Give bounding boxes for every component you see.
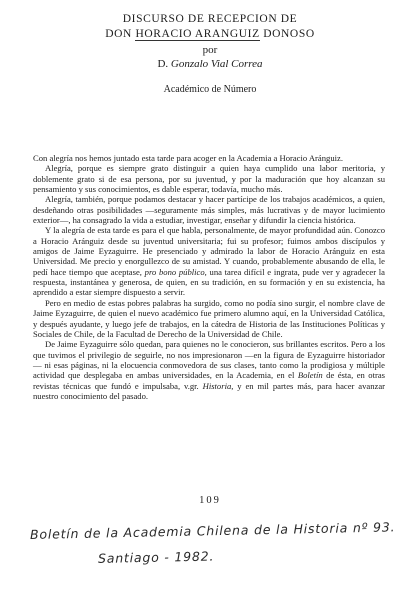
paragraph: Alegría, porque es siempre grato distinguir a quien haya cumplido una labor meritoria, y doblemente grato si de esa persona, por su juventud, y por la maduración que hoy alcanzan su pensamiento y sus conocimientos, es dable esperar, todavía, mucho más. (33, 163, 385, 195)
author-prefix: D. (157, 58, 171, 70)
title-suffix: DONOSO (259, 28, 315, 40)
handwritten-citation-line-1: Boletín de la Academia Chilena de la Historia nº 93. (29, 519, 396, 542)
journal-title: Historia (202, 380, 232, 391)
text-run: Y la alegría de esta tarde es para el que habla, personalmente, de mayor profundidad aún. Conozco a Horacio Aránguiz desde su juventud universitaria; fui su profesor; fuimos ambos discípulos y amigos de Jaime Eyzaguirre. He presenciado y admirado la labor de Horacio Aránguiz en esta Universidad. Me precio y enorgullezco de su amistad. Y cuando, probablemente abusando de ella, le pedí hace tiempo que aceptase, (33, 225, 385, 277)
paragraph (33, 225, 385, 297)
title-line-2 (0, 27, 420, 41)
honoree-name: HORACIO ARANGUIZ (135, 28, 260, 40)
by-word: por (202, 44, 218, 56)
latin-phrase: pro bono público (144, 266, 205, 277)
speech-body (33, 153, 385, 401)
author-name: Gonzalo Vial Correa (170, 58, 263, 70)
paragraph: Pero en medio de estas pobres palabras ha surgido, como no podía sino surgir, el nombre clave de Jaime Eyzaguirre, de quien el nuevo académico fue primero alumno aquí, en la Universidad Católica, y después ayudante, y luego jefe de trabajos, en la cátedra de Historia de las Instituciones Políticas y Sociales de Chile, de la Facultad de Derecho de la Universidad de Chile. (33, 297, 385, 339)
paragraph (33, 339, 385, 401)
author-role: Académico de Número (163, 84, 257, 95)
author-line (0, 58, 420, 70)
paragraph: Alegría, también, porque podamos destacar y hacer partícipe de los trabajos académicos, a quien, desdeñando otras posibilidades —seguramente más simples, más lucrativas y de mayor lucimiento exterior—, ha consagrado la vida a estudiar, investigar, enseñar y difundir la ciencia histórica. (33, 194, 385, 226)
journal-title: Boletín (297, 370, 323, 381)
text-run: , y en mil partes más, para hacer avanzar nuestro conocimiento del pasado. (33, 380, 385, 401)
handwritten-citation-line-2: Santiago - 1982. (97, 548, 215, 566)
page-number: 109 (199, 495, 221, 506)
text-run: De Jaime Eyzaguirre sólo quedan, para quienes no le conocieron, sus brillantes escritos. Pero a los que tuvimos el privilegio de seguirle, no nos impresionaron —en la figura de Eyzaguirre historiador— ni esas páginas, ni la elocuencia conmovedora de sus clases, tanto como la prodigiosa y múltiple actividad que desplegaba en ambas universidades, en la Academia, en el (33, 339, 385, 381)
title-line-1: DISCURSO DE RECEPCION DE (122, 13, 298, 25)
text-run: de ésta, en otras revistas técnicas que fundó e impulsaba, v.gr. (33, 370, 385, 391)
text-run: , una tarea difícil e ingrata, pude ver y agradecer la respuesta, instantánea y generosa, de quien, en su tradición, en su formación y en su existencia, ha aprendido a estar siempre dispuesto a servir. (33, 266, 385, 298)
title-prefix: DON (105, 28, 136, 40)
paragraph: Con alegría nos hemos juntado esta tarde para acoger en la Academia a Horacio Aránguiz. (33, 153, 343, 163)
